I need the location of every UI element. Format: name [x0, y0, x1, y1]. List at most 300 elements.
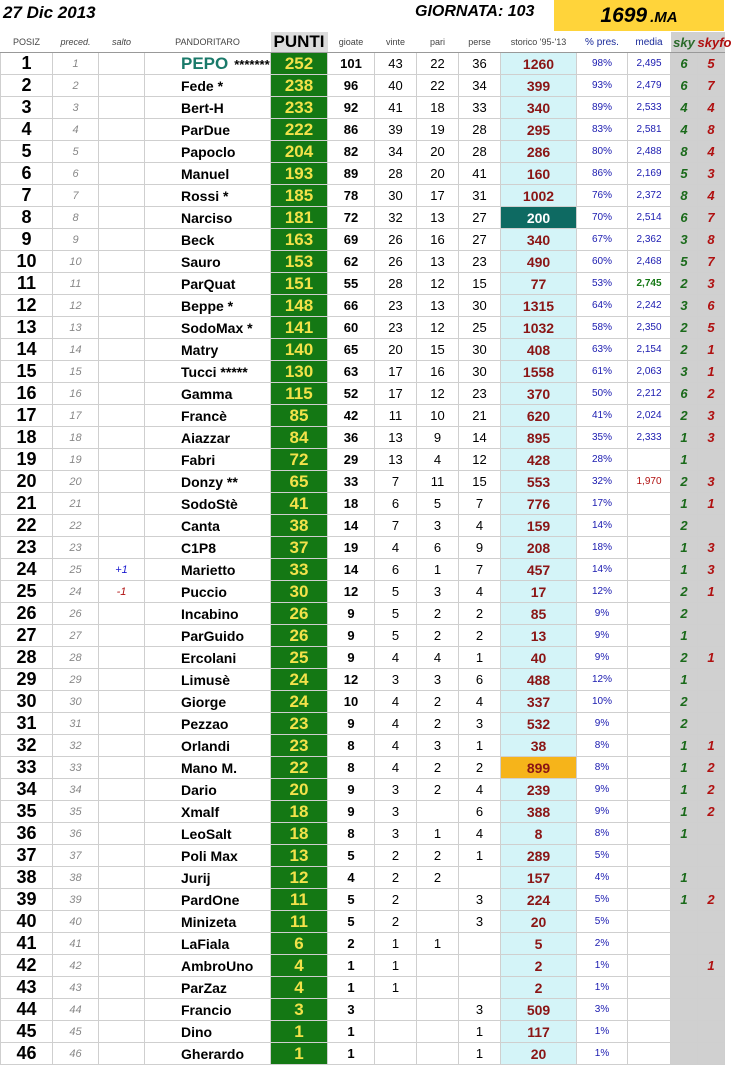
player-name: Minizeta: [181, 913, 237, 930]
row-presenze: 9%: [577, 713, 628, 735]
row-sky: [671, 1043, 698, 1065]
table-row: [1, 867, 725, 889]
row-presenze: 28%: [577, 449, 628, 471]
row-position: 44: [1, 999, 53, 1021]
table-row: [1, 317, 725, 339]
row-pari: 3: [417, 515, 459, 537]
row-storico: 428: [501, 449, 577, 471]
table-row: [1, 537, 725, 559]
row-media: 2,479: [628, 75, 671, 97]
row-position: 35: [1, 801, 53, 823]
row-name: [145, 757, 271, 779]
row-presenze: 1%: [577, 977, 628, 999]
row-previous: 42: [53, 955, 99, 977]
row-perse: 3: [459, 889, 501, 911]
row-skyfo: 7: [698, 207, 725, 229]
table-row: [1, 1043, 725, 1065]
row-position: 45: [1, 1021, 53, 1043]
row-position: 46: [1, 1043, 53, 1065]
row-presenze: 76%: [577, 185, 628, 207]
row-storico: 337: [501, 691, 577, 713]
table-row: [1, 581, 725, 603]
row-presenze: 1%: [577, 1043, 628, 1065]
row-perse: 27: [459, 229, 501, 251]
row-storico: 553: [501, 471, 577, 493]
row-previous: 44: [53, 999, 99, 1021]
row-pari: 3: [417, 581, 459, 603]
row-previous: 4: [53, 119, 99, 141]
row-salto: [99, 361, 145, 383]
row-pari: 2: [417, 603, 459, 625]
row-name: [145, 1043, 271, 1065]
row-skyfo: 3: [698, 471, 725, 493]
row-storico: 895: [501, 427, 577, 449]
row-name: [145, 339, 271, 361]
row-perse: 1: [459, 1043, 501, 1065]
row-presenze: 9%: [577, 779, 628, 801]
row-presenze: 12%: [577, 669, 628, 691]
row-sky: [671, 911, 698, 933]
row-previous: 35: [53, 801, 99, 823]
row-punti: 252: [271, 53, 328, 75]
row-punti: 23: [271, 735, 328, 757]
row-giocate: 92: [328, 97, 375, 119]
row-vinte: [375, 999, 417, 1021]
row-name: [145, 999, 271, 1021]
row-perse: 3: [459, 713, 501, 735]
row-position: 23: [1, 537, 53, 559]
row-vinte: 1: [375, 977, 417, 999]
row-giocate: 5: [328, 889, 375, 911]
row-presenze: 93%: [577, 75, 628, 97]
row-vinte: 28: [375, 163, 417, 185]
row-pari: 9: [417, 427, 459, 449]
row-previous: 7: [53, 185, 99, 207]
row-media: [628, 537, 671, 559]
row-punti: 3: [271, 999, 328, 1021]
row-position: 22: [1, 515, 53, 537]
row-pari: 22: [417, 75, 459, 97]
row-perse: 1: [459, 735, 501, 757]
row-giocate: 12: [328, 581, 375, 603]
row-skyfo: 3: [698, 427, 725, 449]
row-sky: 8: [671, 185, 698, 207]
row-media: 2,581: [628, 119, 671, 141]
row-punti: 84: [271, 427, 328, 449]
row-salto: [99, 471, 145, 493]
player-name: Dario: [181, 781, 217, 798]
row-perse: 30: [459, 361, 501, 383]
table-row: [1, 493, 725, 515]
row-perse: 33: [459, 97, 501, 119]
row-salto: [99, 295, 145, 317]
row-salto: [99, 163, 145, 185]
row-media: 2,212: [628, 383, 671, 405]
col-header-perse: perse: [459, 32, 501, 53]
row-vinte: 2: [375, 867, 417, 889]
row-giocate: 63: [328, 361, 375, 383]
row-position: 7: [1, 185, 53, 207]
row-vinte: 4: [375, 537, 417, 559]
row-punti: 25: [271, 647, 328, 669]
row-pari: 13: [417, 295, 459, 317]
row-vinte: 13: [375, 427, 417, 449]
row-salto: [99, 493, 145, 515]
row-perse: 21: [459, 405, 501, 427]
row-giocate: 72: [328, 207, 375, 229]
row-previous: 31: [53, 713, 99, 735]
row-name: [145, 713, 271, 735]
row-sky: 1: [671, 889, 698, 911]
table-row: [1, 1021, 725, 1043]
row-name: [145, 1021, 271, 1043]
row-previous: 39: [53, 889, 99, 911]
row-sky: 5: [671, 163, 698, 185]
standings-table: [0, 32, 731, 1065]
row-skyfo: 6: [698, 295, 725, 317]
row-vinte: 34: [375, 141, 417, 163]
row-presenze: 5%: [577, 911, 628, 933]
table-row: [1, 119, 725, 141]
row-media: [628, 735, 671, 757]
row-perse: 31: [459, 185, 501, 207]
row-media: 2,533: [628, 97, 671, 119]
row-position: 6: [1, 163, 53, 185]
row-storico: 208: [501, 537, 577, 559]
row-punti: 38: [271, 515, 328, 537]
player-name: PardOne: [181, 891, 240, 908]
row-giocate: 82: [328, 141, 375, 163]
row-giocate: 5: [328, 845, 375, 867]
row-giocate: 14: [328, 559, 375, 581]
row-name: [145, 603, 271, 625]
row-giocate: 36: [328, 427, 375, 449]
row-position: 24: [1, 559, 53, 581]
row-media: [628, 955, 671, 977]
row-sky: 1: [671, 801, 698, 823]
row-previous: 34: [53, 779, 99, 801]
row-giocate: 10: [328, 691, 375, 713]
row-media: [628, 977, 671, 999]
row-vinte: 26: [375, 229, 417, 251]
table-row: [1, 757, 725, 779]
row-sky: 2: [671, 471, 698, 493]
row-salto: [99, 427, 145, 449]
row-pari: 20: [417, 141, 459, 163]
row-sky: 6: [671, 53, 698, 75]
col-header-pandoritaro: PANDORITARO: [145, 32, 271, 53]
row-punti: 12: [271, 867, 328, 889]
row-storico: 457: [501, 559, 577, 581]
row-pari: 11: [417, 471, 459, 493]
row-skyfo: [698, 603, 725, 625]
row-storico: 490: [501, 251, 577, 273]
row-giocate: 1: [328, 1043, 375, 1065]
row-giocate: 52: [328, 383, 375, 405]
player-name: Tucci *****: [181, 363, 248, 380]
row-position: 34: [1, 779, 53, 801]
row-salto: [99, 449, 145, 471]
row-pari: [417, 889, 459, 911]
row-punti: 37: [271, 537, 328, 559]
row-previous: 32: [53, 735, 99, 757]
row-skyfo: [698, 669, 725, 691]
row-position: 3: [1, 97, 53, 119]
row-giocate: 60: [328, 317, 375, 339]
row-skyfo: 2: [698, 889, 725, 911]
table-row: [1, 97, 725, 119]
row-pari: [417, 977, 459, 999]
row-vinte: 2: [375, 911, 417, 933]
row-salto: [99, 889, 145, 911]
row-media: [628, 845, 671, 867]
row-presenze: 98%: [577, 53, 628, 75]
row-media: [628, 801, 671, 823]
row-salto: -1: [99, 581, 145, 603]
row-media: 2,333: [628, 427, 671, 449]
player-name: Manuel: [181, 165, 230, 182]
player-name: Francio: [181, 1001, 232, 1018]
player-name: Aiazzar: [181, 429, 231, 446]
player-name: ParZaz: [181, 979, 227, 996]
row-giocate: 4: [328, 867, 375, 889]
row-vinte: 4: [375, 691, 417, 713]
row-perse: 7: [459, 559, 501, 581]
row-storico: 399: [501, 75, 577, 97]
row-name: [145, 515, 271, 537]
row-perse: 23: [459, 383, 501, 405]
row-sky: 2: [671, 339, 698, 361]
table-row: [1, 141, 725, 163]
row-vinte: 17: [375, 383, 417, 405]
row-giocate: 8: [328, 823, 375, 845]
row-punti: 18: [271, 823, 328, 845]
col-header-skyfo: skyfo: [698, 32, 725, 53]
row-giocate: 1: [328, 1021, 375, 1043]
row-vinte: 11: [375, 405, 417, 427]
row-perse: 1: [459, 647, 501, 669]
row-perse: 34: [459, 75, 501, 97]
player-name: Fede *: [181, 77, 224, 94]
row-pari: 2: [417, 867, 459, 889]
row-pari: 4: [417, 647, 459, 669]
row-giocate: 65: [328, 339, 375, 361]
row-storico: 200: [501, 207, 577, 229]
row-skyfo: 2: [698, 801, 725, 823]
row-name: [145, 845, 271, 867]
row-position: 11: [1, 273, 53, 295]
row-giocate: 9: [328, 801, 375, 823]
row-punti: 4: [271, 955, 328, 977]
row-storico: 20: [501, 911, 577, 933]
row-vinte: 3: [375, 801, 417, 823]
row-pari: 18: [417, 97, 459, 119]
row-salto: [99, 1043, 145, 1065]
row-vinte: 32: [375, 207, 417, 229]
row-presenze: 60%: [577, 251, 628, 273]
table-row: [1, 515, 725, 537]
row-pari: 12: [417, 273, 459, 295]
row-pari: [417, 1021, 459, 1043]
col-header-pari: pari: [417, 32, 459, 53]
row-storico: 408: [501, 339, 577, 361]
row-previous: 9: [53, 229, 99, 251]
row-pari: 2: [417, 713, 459, 735]
row-previous: 16: [53, 383, 99, 405]
row-perse: 7: [459, 493, 501, 515]
row-name: [145, 955, 271, 977]
row-sky: 1: [671, 867, 698, 889]
row-position: 20: [1, 471, 53, 493]
row-pari: [417, 911, 459, 933]
row-previous: 45: [53, 1021, 99, 1043]
row-presenze: 9%: [577, 603, 628, 625]
row-storico: 159: [501, 515, 577, 537]
row-vinte: 13: [375, 449, 417, 471]
player-name: Poli Max: [181, 847, 238, 864]
row-sky: 2: [671, 581, 698, 603]
row-previous: 13: [53, 317, 99, 339]
row-previous: 20: [53, 471, 99, 493]
row-storico: 532: [501, 713, 577, 735]
row-sky: 1: [671, 779, 698, 801]
row-skyfo: 3: [698, 273, 725, 295]
row-punti: 23: [271, 713, 328, 735]
row-sky: 2: [671, 317, 698, 339]
giornata-label: GIORNATA: 103: [415, 3, 535, 20]
player-name: Xmalf: [181, 803, 220, 820]
row-media: [628, 779, 671, 801]
row-giocate: 1: [328, 977, 375, 999]
row-salto: [99, 53, 145, 75]
row-vinte: [375, 1043, 417, 1065]
row-position: 9: [1, 229, 53, 251]
row-previous: 24: [53, 581, 99, 603]
row-salto: [99, 207, 145, 229]
player-name: Beppe *: [181, 297, 234, 314]
row-vinte: 7: [375, 515, 417, 537]
row-punti: 238: [271, 75, 328, 97]
row-media: [628, 911, 671, 933]
col-header-pres: % pres.: [577, 32, 628, 53]
row-sky: 2: [671, 273, 698, 295]
player-name: LeoSalt: [181, 825, 232, 842]
row-salto: [99, 757, 145, 779]
table-row: [1, 625, 725, 647]
row-storico: 117: [501, 1021, 577, 1043]
row-presenze: 8%: [577, 823, 628, 845]
row-previous: 26: [53, 603, 99, 625]
row-punti: 22: [271, 757, 328, 779]
row-vinte: 4: [375, 735, 417, 757]
table-row: [1, 647, 725, 669]
row-pari: 2: [417, 691, 459, 713]
row-previous: 18: [53, 427, 99, 449]
row-name: [145, 669, 271, 691]
row-previous: 15: [53, 361, 99, 383]
row-vinte: 4: [375, 647, 417, 669]
row-sky: 1: [671, 735, 698, 757]
row-perse: 2: [459, 625, 501, 647]
row-media: 2,495: [628, 53, 671, 75]
row-pari: [417, 801, 459, 823]
row-position: 29: [1, 669, 53, 691]
table-row: [1, 955, 725, 977]
row-previous: 19: [53, 449, 99, 471]
row-position: 31: [1, 713, 53, 735]
row-storico: 295: [501, 119, 577, 141]
row-presenze: 17%: [577, 493, 628, 515]
media-box: [554, 0, 724, 31]
row-position: 21: [1, 493, 53, 515]
row-presenze: 5%: [577, 889, 628, 911]
row-salto: [99, 735, 145, 757]
row-perse: 23: [459, 251, 501, 273]
row-sky: 3: [671, 229, 698, 251]
row-previous: 29: [53, 669, 99, 691]
table-row: [1, 823, 725, 845]
player-name: ParGuido: [181, 627, 245, 644]
row-punti: 185: [271, 185, 328, 207]
row-sky: 2: [671, 647, 698, 669]
row-giocate: 86: [328, 119, 375, 141]
row-salto: [99, 405, 145, 427]
row-name: [145, 493, 271, 515]
row-storico: 289: [501, 845, 577, 867]
row-skyfo: 2: [698, 779, 725, 801]
row-media: 2,488: [628, 141, 671, 163]
row-giocate: 42: [328, 405, 375, 427]
table-row: [1, 669, 725, 691]
player-name: SodoStè: [181, 495, 238, 512]
player-name: Narciso: [181, 209, 233, 226]
row-skyfo: [698, 713, 725, 735]
row-pari: 16: [417, 361, 459, 383]
row-storico: 1558: [501, 361, 577, 383]
row-perse: 2: [459, 603, 501, 625]
row-punti: 85: [271, 405, 328, 427]
row-storico: 509: [501, 999, 577, 1021]
row-position: 28: [1, 647, 53, 669]
row-perse: 30: [459, 295, 501, 317]
row-perse: [459, 867, 501, 889]
row-vinte: 43: [375, 53, 417, 75]
row-name: [145, 977, 271, 999]
row-perse: 1: [459, 845, 501, 867]
row-giocate: 33: [328, 471, 375, 493]
table-row: [1, 339, 725, 361]
row-name: [145, 251, 271, 273]
row-name: [145, 471, 271, 493]
row-giocate: 8: [328, 757, 375, 779]
player-stars: *******: [234, 56, 270, 72]
row-vinte: 17: [375, 361, 417, 383]
table-row: [1, 273, 725, 295]
standings-body: [1, 53, 725, 1065]
row-punti: 41: [271, 493, 328, 515]
row-sky: [671, 955, 698, 977]
row-perse: [459, 933, 501, 955]
player-name: ParQuat: [181, 275, 236, 292]
row-position: 33: [1, 757, 53, 779]
row-presenze: 50%: [577, 383, 628, 405]
player-name: SodoMax *: [181, 319, 253, 336]
row-skyfo: [698, 867, 725, 889]
row-sky: [671, 1021, 698, 1043]
row-position: 17: [1, 405, 53, 427]
row-skyfo: 1: [698, 955, 725, 977]
row-previous: 41: [53, 933, 99, 955]
